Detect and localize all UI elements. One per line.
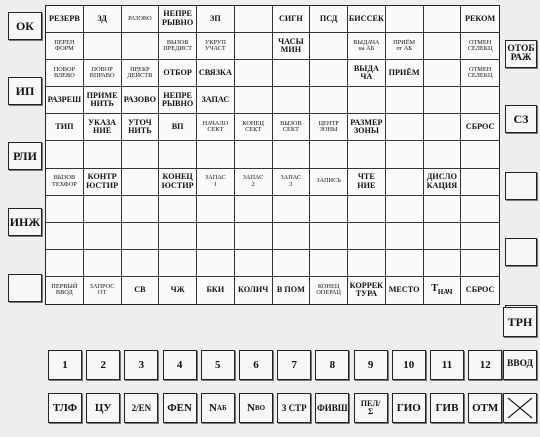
grid-key-r5-c12[interactable] [461, 114, 499, 141]
grid-key-r7-c1[interactable] [46, 169, 84, 196]
grid-key-r6-c3[interactable] [122, 141, 160, 168]
number-key-11[interactable]: 11 [430, 350, 464, 380]
grid-key-r7-c11[interactable] [424, 169, 462, 196]
grid-key-r10-c10[interactable] [386, 250, 424, 277]
grid-key-r9-c7[interactable] [273, 223, 311, 250]
grid-key-r7-c10[interactable] [386, 169, 424, 196]
grid-key-r2-c5[interactable] [197, 33, 235, 60]
number-key-5[interactable]: 5 [201, 350, 235, 380]
grid-key-label: СЕКТ [282, 126, 299, 134]
grid-key-r8-c7[interactable] [273, 196, 311, 223]
grid-key-r10-c4[interactable] [159, 250, 197, 277]
grid-key-r3-c1[interactable] [46, 60, 84, 87]
side-button-blank-r1[interactable] [505, 172, 537, 200]
grid-key-label: ПРЕДИСТ [163, 45, 193, 53]
grid-key-label: БИССЕК [348, 13, 384, 23]
grid-key-label: ВЛЕВО [53, 72, 75, 80]
grid-key-label: ВЫЗОВ [280, 119, 302, 127]
grid-key-r9-c10[interactable] [386, 223, 424, 250]
grid-key-label: НИЕ [93, 126, 112, 136]
grid-key-r8-c5[interactable] [197, 196, 235, 223]
grid-key-r11-c9[interactable] [348, 277, 386, 304]
grid-key-r7-c6[interactable] [235, 169, 273, 196]
grid-key-r11-c1[interactable] [46, 277, 84, 304]
grid-key-r1-c4[interactable] [159, 6, 197, 33]
grid-key-label: ВЫДАЧА [353, 38, 380, 46]
function-key-4[interactable]: ФEN [163, 393, 197, 423]
grid-key-label: ЗОНЫ [353, 126, 379, 136]
grid-key-label: ОТМЕН [468, 65, 492, 73]
x-box-icon [506, 396, 534, 420]
grid-key-label: НИТЬ [90, 99, 114, 109]
grid-key-r10-c7[interactable] [273, 250, 311, 277]
grid-key-r9-c5[interactable] [197, 223, 235, 250]
grid-key-r11-c7[interactable] [273, 277, 311, 304]
function-key-10[interactable]: ГИО [392, 393, 426, 423]
grid-key-r1-c7[interactable] [273, 6, 311, 33]
grid-key-r4-c12[interactable] [461, 87, 499, 114]
grid-key-label: КОНЕЦ [162, 171, 193, 181]
grid-key-r2-c1[interactable] [46, 33, 84, 60]
grid-key-label: СБРОС [465, 122, 495, 132]
grid-key-r2-c8[interactable] [310, 33, 348, 60]
grid-key-r11-c8[interactable] [310, 277, 348, 304]
grid-key-r6-c11[interactable] [424, 141, 462, 168]
grid-key-label: СВЯЗКА [198, 67, 232, 77]
grid-key-label: ТЕХФОР [51, 180, 77, 188]
grid-key-r5-c8[interactable] [310, 114, 348, 141]
side-button-trn[interactable]: ТРН [503, 307, 537, 337]
grid-key-label: ЧЖ [170, 285, 185, 295]
grid-key-r6-c2[interactable] [84, 141, 122, 168]
grid-key-label: РАЗОВО [123, 95, 156, 104]
grid-key-r5-c5[interactable] [197, 114, 235, 141]
grid-key-r3-c6[interactable] [235, 60, 273, 87]
grid-key-label: ЗАПАС [280, 173, 302, 181]
grid-key-label: БКИ [206, 285, 225, 295]
grid-key-label: УКРУП [204, 38, 226, 46]
grid-key-label: ПЕРВЫЙ [51, 282, 78, 290]
grid-key-label: ЗАПАС [201, 95, 230, 104]
grid-key-r3-c4[interactable] [159, 60, 197, 87]
grid-key-r7-c4[interactable] [159, 169, 197, 196]
grid-key-r10-c3[interactable] [122, 250, 160, 277]
side-button-blank-r2[interactable] [505, 238, 537, 266]
grid-key-r2-c11[interactable] [424, 33, 462, 60]
grid-key-label: ЦЕНТР [318, 119, 339, 127]
grid-key-r10-c2[interactable] [84, 250, 122, 277]
grid-key-label: КОНЕЦ [317, 282, 340, 290]
grid-key-r8-c6[interactable] [235, 196, 273, 223]
function-key-8[interactable]: ФИВШ [315, 393, 349, 423]
grid-key-label: ЗАПРОС [89, 282, 115, 290]
function-key-11[interactable]: ГИВ [430, 393, 464, 423]
grid-key-label: РАЗОВО [128, 14, 152, 22]
grid-key-r11-c12[interactable] [461, 277, 499, 304]
grid-key-label: СЕКТ [207, 126, 224, 134]
grid-key-label: УЧАСТ [204, 45, 226, 53]
grid-key-label: НЕПРЕ [163, 90, 192, 100]
grid-key-r5-c9[interactable] [348, 114, 386, 141]
grid-key-r9-c3[interactable] [122, 223, 160, 250]
grid-key-label: от АБ [396, 45, 412, 53]
grid-key-label: ЧАСЫ [278, 36, 304, 46]
grid-key-r7-c12[interactable] [461, 169, 499, 196]
grid-key-label: СЕКТ [245, 126, 262, 134]
grid-key-r2-c2[interactable] [84, 33, 122, 60]
side-button-otobrazh[interactable]: ОТОБ РАЖ [505, 40, 537, 68]
grid-key-r5-c2[interactable] [84, 114, 122, 141]
grid-key-r8-c3[interactable] [122, 196, 160, 223]
function-key-grid [45, 5, 500, 305]
grid-key-r4-c4[interactable] [159, 87, 197, 114]
grid-key-label: на АБ [358, 45, 375, 53]
grid-key-r9-c1[interactable] [46, 223, 84, 250]
grid-key-r3-c3[interactable] [122, 60, 160, 87]
grid-key-r4-c2[interactable] [84, 87, 122, 114]
grid-key-label: ЗАПАС [242, 173, 264, 181]
grid-key-label: КОРРЕК [349, 280, 384, 290]
grid-key-label: ВЫЗОВ [53, 173, 76, 181]
grid-key-r8-c1[interactable] [46, 196, 84, 223]
function-key-3[interactable]: 2/EN [124, 393, 158, 423]
grid-key-r4-c10[interactable] [386, 87, 424, 114]
number-key-3[interactable]: 3 [124, 350, 158, 380]
grid-key-r6-c4[interactable] [159, 141, 197, 168]
grid-key-label: ЗАПИСЬ [316, 177, 341, 185]
number-key-4[interactable]: 4 [163, 350, 197, 380]
grid-key-r3-c9[interactable] [348, 60, 386, 87]
cancel-key[interactable] [503, 393, 537, 423]
grid-key-r11-c2[interactable] [84, 277, 122, 304]
number-key-12[interactable]: 12 [468, 350, 502, 380]
grid-key-label: ВП [171, 122, 184, 132]
grid-key-r3-c12[interactable] [461, 60, 499, 87]
grid-key-r8-c10[interactable] [386, 196, 424, 223]
grid-key-r6-c10[interactable] [386, 141, 424, 168]
side-button-blank[interactable] [8, 274, 42, 302]
function-key-12[interactable]: ОТМ [468, 393, 502, 423]
grid-key-r2-c7[interactable] [273, 33, 311, 60]
grid-key-label: ОПЕРАЦ [316, 289, 341, 297]
grid-key-label: ЗП [210, 13, 221, 23]
grid-key-r1-c3[interactable] [122, 6, 160, 33]
grid-key-r11-c5[interactable] [197, 277, 235, 304]
grid-key-r1-c6[interactable] [235, 6, 273, 33]
grid-key-r9-c11[interactable] [424, 223, 462, 250]
grid-key-r9-c8[interactable] [310, 223, 348, 250]
grid-key-label: ПРИЁМ [388, 67, 420, 77]
function-key-2[interactable]: ЦУ [86, 393, 120, 423]
grid-key-label: ПРЕКР [130, 65, 150, 73]
number-key-6[interactable]: 6 [239, 350, 273, 380]
grid-key-r2-c3[interactable] [122, 33, 160, 60]
grid-key-r3-c7[interactable] [273, 60, 311, 87]
grid-key-label: РЫВНО [162, 18, 194, 28]
grid-key-label: В ПОМ [276, 285, 305, 295]
number-key-10[interactable]: 10 [392, 350, 426, 380]
grid-key-r7-c2[interactable] [84, 169, 122, 196]
grid-key-r2-c9[interactable] [348, 33, 386, 60]
grid-key-label: СБРОС [465, 285, 495, 295]
grid-key-label: ОТБОР [163, 67, 192, 77]
grid-key-r1-c11[interactable] [424, 6, 462, 33]
grid-key-r7-c5[interactable] [197, 169, 235, 196]
grid-key-r6-c12[interactable] [461, 141, 499, 168]
grid-key-label: 1 [213, 180, 217, 188]
number-key-1[interactable]: 1 [48, 350, 82, 380]
grid-key-label: МЕСТО [388, 285, 420, 295]
grid-key-label: ВЫДА [353, 63, 379, 73]
grid-key-label: РЕЗЕРВ [48, 13, 80, 23]
grid-key-r10-c11[interactable] [424, 250, 462, 277]
grid-key-r11-c3[interactable] [122, 277, 160, 304]
function-key-1[interactable]: ТЛФ [48, 393, 82, 423]
grid-key-r10-c8[interactable] [310, 250, 348, 277]
grid-key-label: ВПРАВО [89, 72, 115, 80]
grid-key-label: ДИСЛО [426, 171, 457, 181]
function-key-7[interactable]: 3 СТР [277, 393, 311, 423]
side-button-sz[interactable]: СЗ [505, 105, 537, 133]
grid-key-r4-c6[interactable] [235, 87, 273, 114]
grid-key-label: 2 [251, 180, 255, 188]
grid-key-r2-c6[interactable] [235, 33, 273, 60]
grid-key-label: ТИП [55, 122, 74, 132]
grid-key-r4-c7[interactable] [273, 87, 311, 114]
grid-key-r5-c3[interactable] [122, 114, 160, 141]
grid-key-label: СЕЛЕКЦ [467, 72, 493, 80]
grid-key-r1-c1[interactable] [46, 6, 84, 33]
grid-key-r6-c9[interactable] [348, 141, 386, 168]
grid-key-r8-c2[interactable] [84, 196, 122, 223]
grid-key-label: СВ [134, 285, 146, 295]
grid-key-r11-c6[interactable] [235, 277, 273, 304]
grid-key-label: НИТЬ [128, 126, 152, 136]
grid-key-r2-c10[interactable] [386, 33, 424, 60]
grid-key-r5-c6[interactable] [235, 114, 273, 141]
grid-key-r5-c11[interactable] [424, 114, 462, 141]
grid-key-label: ЮСТИР [86, 180, 119, 190]
grid-key-label: ПРИЁМ [393, 38, 416, 46]
function-key-5[interactable]: N АБ [201, 393, 235, 423]
grid-key-label: ОТ [97, 289, 107, 297]
grid-key-r4-c1[interactable] [46, 87, 84, 114]
grid-key-r2-c4[interactable] [159, 33, 197, 60]
grid-key-r5-c4[interactable] [159, 114, 197, 141]
grid-key-r1-c12[interactable] [461, 6, 499, 33]
grid-key-label: ЧТЕ [357, 171, 375, 181]
grid-key-label: СИГН [278, 13, 303, 23]
grid-key-r6-c8[interactable] [310, 141, 348, 168]
grid-key-r2-c12[interactable] [461, 33, 499, 60]
grid-key-label: ЗАПАС [205, 173, 226, 181]
grid-key-label: ТУРА [355, 289, 378, 299]
grid-key-label: ВВОД [55, 289, 73, 297]
grid-key-r9-c4[interactable] [159, 223, 197, 250]
grid-key-label: КОНЕЦ [242, 119, 264, 127]
side-button-ok[interactable]: ОК [8, 12, 42, 40]
grid-key-label: ЗД [97, 13, 107, 23]
grid-key-r4-c3[interactable] [122, 87, 160, 114]
grid-key-r8-c8[interactable] [310, 196, 348, 223]
grid-key-label: КАЦИЯ [426, 180, 458, 190]
grid-key-r9-c2[interactable] [84, 223, 122, 250]
grid-key-label: ФОРМ [55, 45, 74, 53]
enter-key[interactable]: ВВОД [503, 350, 537, 380]
grid-key-r10-c1[interactable] [46, 250, 84, 277]
grid-key-label: СЕЛЕКЦ [467, 45, 493, 53]
grid-key-label: УКАЗА [88, 117, 117, 127]
grid-key-r9-c12[interactable] [461, 223, 499, 250]
grid-key-r7-c9[interactable] [348, 169, 386, 196]
grid-key-r6-c7[interactable] [273, 141, 311, 168]
side-button-inzh[interactable]: ИНЖ [8, 208, 42, 236]
grid-key-r3-c5[interactable] [197, 60, 235, 87]
function-key-6[interactable]: N ВО [239, 393, 273, 423]
grid-key-r1-c8[interactable] [310, 6, 348, 33]
grid-key-r3-c8[interactable] [310, 60, 348, 87]
grid-key-label: 3 [289, 180, 293, 188]
grid-key-r11-c11[interactable] [424, 277, 462, 304]
grid-key-label: МИН [280, 45, 302, 55]
grid-key-r8-c9[interactable] [348, 196, 386, 223]
grid-key-label: ВЫЗОВ [166, 38, 189, 46]
grid-key-r1-c9[interactable] [348, 6, 386, 33]
grid-key-r6-c6[interactable] [235, 141, 273, 168]
grid-key-label: ЧА [360, 72, 373, 82]
grid-key-label: НИЕ [357, 180, 376, 190]
grid-key-r1-c10[interactable] [386, 6, 424, 33]
side-button-ip[interactable]: ИП [8, 77, 42, 105]
grid-key-label: ПОВОР [91, 65, 113, 73]
grid-key-label: ЗОНЫ [319, 126, 338, 134]
grid-key-r10-c6[interactable] [235, 250, 273, 277]
grid-key-r7-c3[interactable] [122, 169, 160, 196]
function-key-9[interactable]: ПЕЛ/ Σ [354, 393, 388, 423]
grid-key-label: ПСД [319, 13, 338, 23]
grid-key-label: ЮСТИР [161, 180, 194, 190]
grid-key-r6-c5[interactable] [197, 141, 235, 168]
grid-key-r1-c2[interactable] [84, 6, 122, 33]
grid-key-r3-c2[interactable] [84, 60, 122, 87]
grid-key-r5-c10[interactable] [386, 114, 424, 141]
grid-key-r10-c12[interactable] [461, 250, 499, 277]
grid-key-label: РЕКОМ [464, 13, 496, 23]
grid-key-label: НАЧАЛО [202, 119, 229, 127]
grid-key-label: РАЗМЕР [350, 117, 383, 127]
number-key-8[interactable]: 8 [315, 350, 349, 380]
grid-key-r4-c9[interactable] [348, 87, 386, 114]
grid-key-r10-c5[interactable] [197, 250, 235, 277]
grid-key-label: $Т_{НАЧ}$ [431, 283, 453, 297]
grid-key-r4-c11[interactable] [424, 87, 462, 114]
grid-key-label: ПРИМЕ [86, 90, 118, 100]
grid-key-r3-c10[interactable] [386, 60, 424, 87]
grid-key-label: ДЕЙСТВ [127, 72, 153, 80]
grid-key-r8-c12[interactable] [461, 196, 499, 223]
grid-key-r9-c9[interactable] [348, 223, 386, 250]
grid-key-label: КОЛИЧ [238, 285, 269, 295]
grid-key-label: УТОЧ [128, 117, 152, 127]
number-key-9[interactable]: 9 [354, 350, 388, 380]
grid-key-r4-c8[interactable] [310, 87, 348, 114]
grid-key-r11-c10[interactable] [386, 277, 424, 304]
grid-key-r4-c5[interactable] [197, 87, 235, 114]
grid-key-r1-c5[interactable] [197, 6, 235, 33]
grid-key-label: ПОВОР [53, 65, 76, 73]
number-key-7[interactable]: 7 [277, 350, 311, 380]
grid-key-label: НЕПРЕ [163, 9, 192, 19]
grid-key-label: ОТМЕН [468, 38, 492, 46]
grid-key-r8-c11[interactable] [424, 196, 462, 223]
number-key-2[interactable]: 2 [86, 350, 120, 380]
side-button-rli[interactable]: РЛИ [8, 142, 42, 170]
grid-key-r3-c11[interactable] [424, 60, 462, 87]
grid-key-r10-c9[interactable] [348, 250, 386, 277]
grid-key-label: КОНТР [87, 171, 117, 181]
grid-key-r7-c8[interactable] [310, 169, 348, 196]
grid-key-r8-c4[interactable] [159, 196, 197, 223]
grid-key-r6-c1[interactable] [46, 141, 84, 168]
grid-key-label: ПЕРЕН [54, 38, 75, 46]
grid-key-label: РАЗРЕШ [47, 95, 82, 104]
grid-key-r9-c6[interactable] [235, 223, 273, 250]
grid-key-r5-c7[interactable] [273, 114, 311, 141]
grid-key-r7-c7[interactable] [273, 169, 311, 196]
grid-key-r5-c1[interactable] [46, 114, 84, 141]
grid-key-label: РЫВНО [162, 99, 194, 109]
grid-key-r11-c4[interactable] [159, 277, 197, 304]
